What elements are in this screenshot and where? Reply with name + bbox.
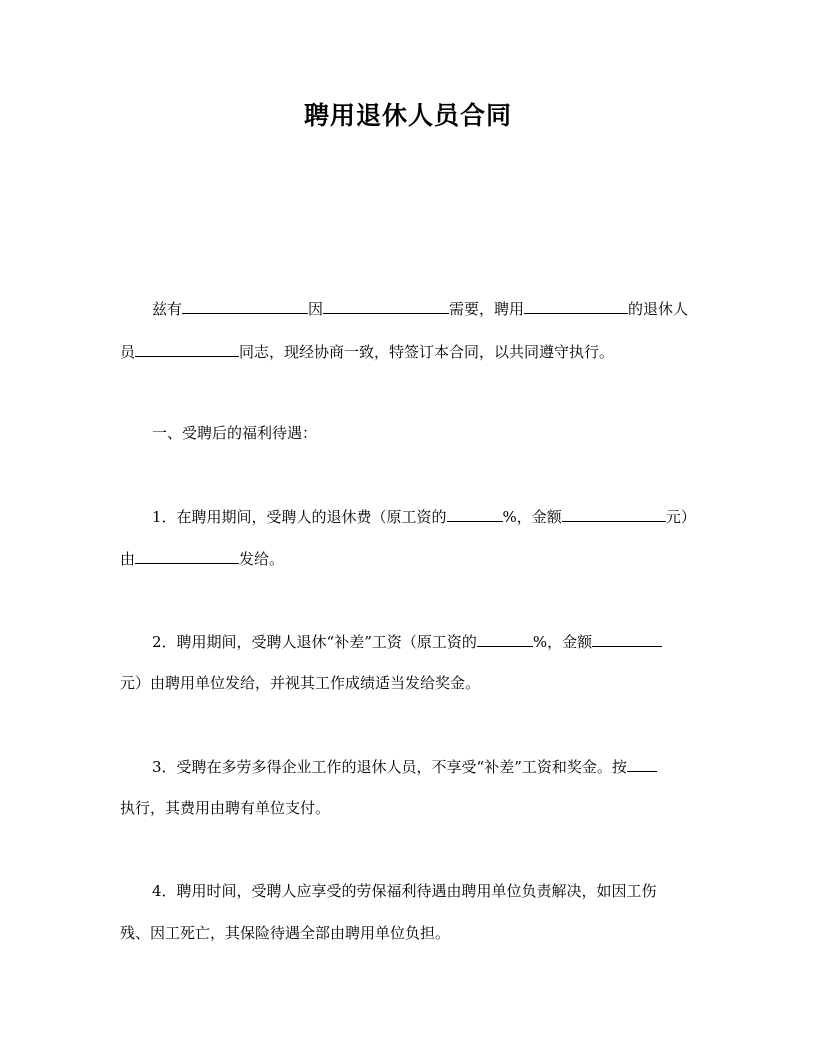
item1-line-2 [120,548,284,569]
item2-text-1: 2．聘用期间，受聘人退休“补差”工资（原工资的 [152,633,477,651]
document-title: 聘用退休人员合同 [303,101,512,130]
item1-amount-blank[interactable] [562,506,666,522]
intro-text-2: 因 [308,300,324,318]
section-heading: 一、受聘后的福利待遇： [152,424,318,442]
intro-line-1 [152,298,688,319]
item1-payer-blank[interactable] [135,548,239,564]
unit-blank[interactable] [524,298,628,314]
item2-line-1 [152,631,662,652]
retiree-name-blank[interactable] [135,341,239,357]
company-blank[interactable] [182,298,308,314]
item1-text-1: 1．在聘用期间，受聘人的退休费（原工资的 [152,508,447,526]
item3-text-1: 3．受聘在多劳多得企业工作的退休人员，不享受“补差”工资和奖金。按 [152,758,627,776]
item1-percent-blank[interactable] [447,506,503,522]
item3-line-2: 执行，其费用由聘有单位支付。 [120,799,331,817]
intro-text-4: 的退休人 [628,300,689,318]
intro-text-1: 兹有 [152,300,183,318]
intro-text-6: 同志，现经协商一致，特签订本合同，以共同遵守执行。 [239,343,615,361]
item2-text-2: %，金额 [532,633,593,651]
item1-line-1 [152,506,696,527]
item1-text-5: 发给。 [239,550,285,568]
intro-text-3: 需要，聘用 [449,300,525,318]
item1-text-2: %，金额 [502,508,562,526]
item2-amount-blank[interactable] [592,631,662,647]
reason-blank[interactable] [323,298,449,314]
item3-line-1 [152,756,657,777]
item1-text-3: 元） [665,508,696,526]
item4-line-2: 残、因工死亡，其保险待遇全部由聘用单位负担。 [120,924,451,942]
item1-text-4: 由 [120,550,136,568]
intro-text-5: 员 [120,343,136,361]
item2-line-2: 元）由聘用单位发给，并视其工作成绩适当发给奖金。 [120,674,481,692]
item2-percent-blank[interactable] [477,631,533,647]
item3-standard-blank[interactable] [627,756,657,772]
item4-line-1: 4．聘用时间，受聘人应享受的劳保福利待遇由聘用单位负责解决，如因工伤 [152,882,657,900]
intro-line-2 [120,341,614,362]
